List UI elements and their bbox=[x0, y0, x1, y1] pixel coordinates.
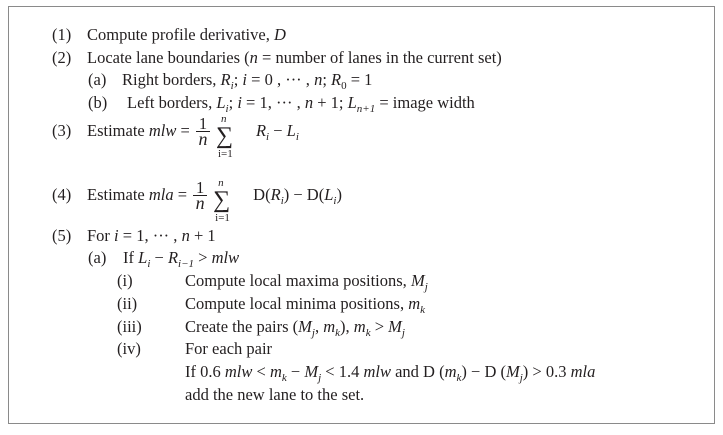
text-segment: If bbox=[123, 248, 139, 267]
text-segment: + 1 bbox=[189, 226, 216, 245]
step-label: (iii) bbox=[117, 317, 142, 336]
text-segment: i bbox=[266, 131, 270, 143]
text-segment: Left borders, bbox=[127, 93, 217, 112]
step-text bbox=[87, 49, 502, 67]
sigma-symbol: ∑ bbox=[215, 123, 234, 149]
step-label: (ii) bbox=[117, 294, 138, 313]
fraction bbox=[196, 114, 210, 149]
fraction-numerator: 1 bbox=[193, 181, 207, 196]
step-text bbox=[122, 71, 372, 92]
step-label: (i) bbox=[117, 271, 133, 290]
text-segment: mlw bbox=[211, 248, 240, 267]
text-segment: mlw bbox=[224, 362, 253, 381]
text-segment: k bbox=[335, 327, 341, 339]
text-segment: M bbox=[298, 317, 312, 336]
text-segment: ; bbox=[233, 70, 243, 89]
text-segment: m bbox=[269, 362, 282, 381]
text-segment: > bbox=[370, 317, 389, 336]
step-label: (4) bbox=[52, 185, 72, 204]
text-segment: D( bbox=[253, 185, 271, 204]
text-segment: Compute local minima positions, bbox=[185, 294, 409, 313]
step-text bbox=[87, 227, 216, 245]
text-segment: ) − D( bbox=[283, 185, 325, 204]
text-segment: For each pair bbox=[185, 339, 273, 358]
sum-upper-limit: n bbox=[220, 113, 227, 125]
text-segment: add the new lane to the set. bbox=[185, 385, 365, 404]
summation bbox=[191, 177, 253, 224]
step-label: (5) bbox=[52, 226, 72, 245]
fraction-denominator: n bbox=[195, 193, 205, 213]
step-text bbox=[185, 340, 272, 358]
step-text bbox=[185, 363, 595, 384]
text-segment: R bbox=[255, 121, 267, 140]
text-segment: Estimate bbox=[87, 185, 149, 204]
text-segment: For bbox=[87, 226, 115, 245]
text-segment: If 0.6 bbox=[185, 362, 225, 381]
text-segment: L bbox=[286, 121, 296, 140]
text-segment: = 0 , ··· , bbox=[247, 70, 315, 89]
text-segment: − bbox=[286, 362, 305, 381]
text-segment: ; bbox=[228, 93, 238, 112]
step-label: (a) bbox=[88, 248, 107, 267]
text-segment: ) − D ( bbox=[461, 362, 506, 381]
text-segment: n bbox=[249, 48, 258, 67]
text-segment: M bbox=[388, 317, 402, 336]
text-segment: i bbox=[280, 195, 284, 207]
text-segment: = 1 bbox=[346, 70, 373, 89]
text-segment: = bbox=[176, 121, 194, 140]
text-segment: L bbox=[138, 248, 148, 267]
text-segment: m bbox=[408, 294, 421, 313]
text-segment: , bbox=[314, 317, 324, 336]
fraction-numerator: 1 bbox=[196, 117, 210, 132]
text-segment: k bbox=[456, 372, 462, 384]
text-segment: = 1, ··· , bbox=[118, 226, 182, 245]
sum-lower-limit: i=1 bbox=[215, 212, 230, 224]
summation bbox=[194, 113, 256, 160]
text-segment: M bbox=[304, 362, 319, 381]
text-segment: mla bbox=[148, 185, 174, 204]
step-text bbox=[123, 249, 239, 270]
text-segment: and D ( bbox=[390, 362, 445, 381]
text-segment: − bbox=[269, 121, 287, 140]
text-segment: j bbox=[311, 327, 315, 339]
text-segment: > bbox=[194, 248, 212, 267]
text-segment: j bbox=[318, 372, 322, 384]
text-segment: k bbox=[281, 372, 287, 384]
step-label: (iv) bbox=[117, 339, 141, 358]
text-segment: m bbox=[323, 317, 336, 336]
text-segment: < bbox=[252, 362, 270, 381]
sum-lower-limit: i=1 bbox=[217, 148, 233, 160]
text-segment: R bbox=[270, 185, 281, 204]
text-segment: mla bbox=[570, 362, 596, 381]
text-segment: L bbox=[324, 185, 334, 204]
text-segment: n bbox=[304, 93, 314, 112]
fraction bbox=[193, 178, 207, 213]
text-segment: < 1.4 bbox=[321, 362, 364, 381]
step-text bbox=[185, 318, 405, 339]
text-segment: i bbox=[147, 258, 151, 270]
text-segment: n+1 bbox=[356, 103, 376, 115]
text-segment: mlw bbox=[363, 362, 391, 381]
text-segment: ; bbox=[322, 70, 332, 89]
sum-upper-limit: n bbox=[218, 177, 224, 189]
step-text bbox=[185, 272, 428, 293]
text-segment: mlw bbox=[148, 121, 177, 140]
text-segment: k bbox=[420, 304, 426, 316]
text-segment: ) bbox=[336, 185, 342, 204]
text-segment: i−1 bbox=[178, 258, 195, 270]
text-segment: Compute local maxima positions, bbox=[185, 271, 411, 290]
text-segment: L bbox=[216, 93, 226, 112]
text-segment: k bbox=[365, 327, 371, 339]
text-segment: ), bbox=[340, 317, 354, 336]
fraction-denominator: n bbox=[198, 129, 208, 149]
step-text bbox=[87, 177, 342, 224]
text-segment: L bbox=[347, 93, 357, 112]
step-text bbox=[87, 113, 299, 160]
step-text bbox=[87, 26, 286, 44]
text-segment: Locate lane boundaries ( bbox=[87, 48, 250, 67]
text-segment: i bbox=[295, 131, 299, 143]
text-segment: j bbox=[519, 372, 523, 384]
text-segment: Compute profile derivative, bbox=[87, 25, 274, 44]
text-segment: M bbox=[505, 362, 520, 381]
text-segment: m bbox=[444, 362, 457, 381]
text-segment: M bbox=[410, 271, 425, 290]
text-segment: R bbox=[167, 248, 179, 267]
text-segment: Estimate bbox=[87, 121, 149, 140]
step-text bbox=[185, 295, 425, 316]
text-segment: + 1; bbox=[313, 93, 348, 112]
step-label: (2) bbox=[52, 48, 72, 67]
text-segment: − bbox=[150, 248, 168, 267]
text-segment: i bbox=[114, 226, 119, 245]
text-segment: R bbox=[220, 70, 231, 89]
step-label: (3) bbox=[52, 121, 72, 140]
text-segment: j bbox=[424, 281, 428, 293]
text-segment: m bbox=[353, 317, 366, 336]
text-segment: = 1, ··· , bbox=[241, 93, 305, 112]
text-segment: i bbox=[225, 103, 229, 115]
text-segment: 0 bbox=[341, 80, 347, 92]
text-segment: = number of lanes in the current set) bbox=[257, 48, 502, 67]
text-segment: j bbox=[401, 327, 405, 339]
text-segment: n bbox=[314, 70, 323, 89]
text-segment: Right borders, bbox=[122, 70, 221, 89]
text-segment: R bbox=[331, 70, 342, 89]
text-segment: i bbox=[230, 80, 234, 92]
step-text bbox=[127, 94, 475, 115]
text-segment: ) > 0.3 bbox=[522, 362, 571, 381]
text-segment: = bbox=[173, 185, 192, 204]
text-segment: D bbox=[273, 25, 286, 44]
text-segment: i bbox=[333, 195, 337, 207]
step-text bbox=[185, 386, 364, 404]
step-label: (b) bbox=[88, 93, 108, 112]
text-segment: = image width bbox=[375, 93, 475, 112]
text-segment: Create the pairs ( bbox=[185, 317, 299, 336]
text-segment: i bbox=[242, 70, 248, 89]
step-label: (a) bbox=[88, 70, 107, 89]
text-segment: i bbox=[237, 93, 242, 112]
sigma-symbol: ∑ bbox=[213, 187, 231, 213]
text-segment: n bbox=[181, 226, 190, 245]
step-label: (1) bbox=[52, 25, 72, 44]
